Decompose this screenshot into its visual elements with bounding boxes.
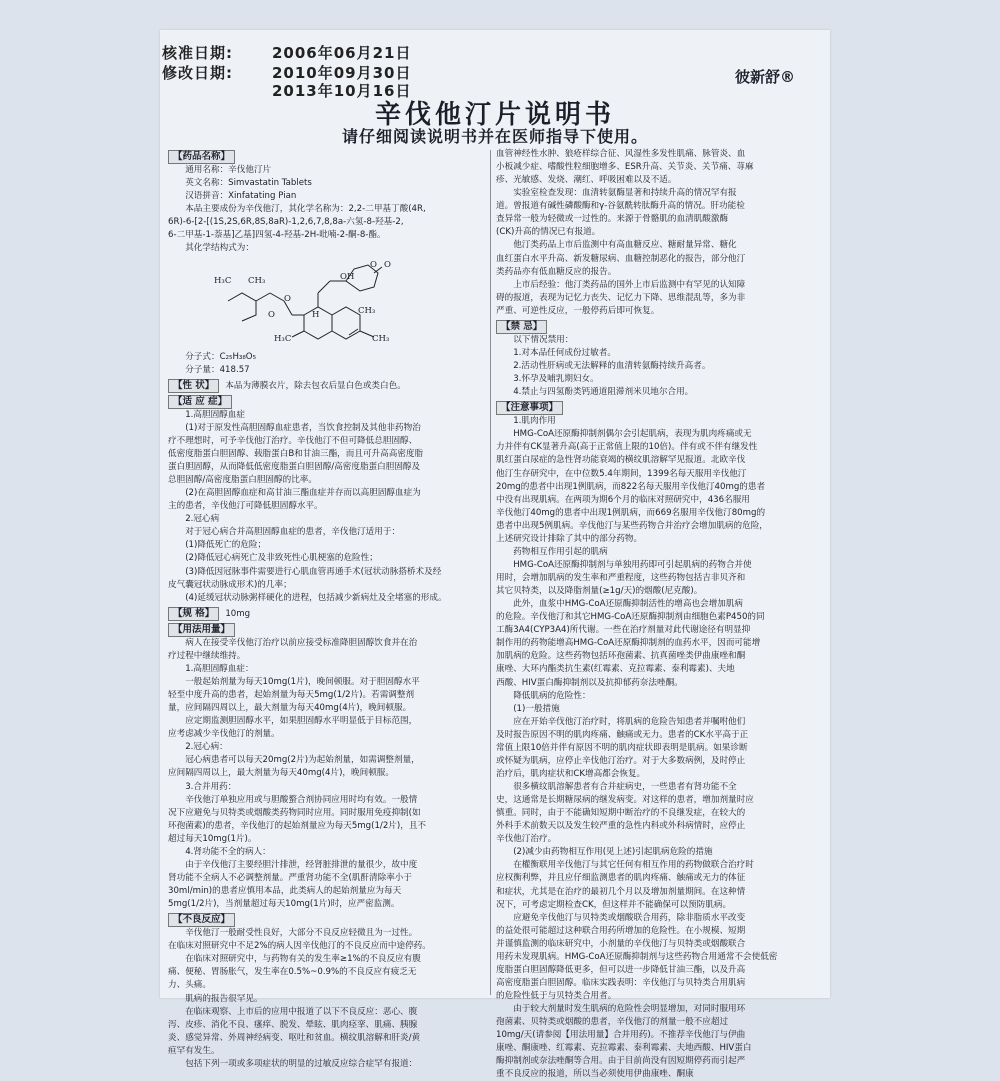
brand-name: 彼新舒®: [735, 68, 796, 86]
text-line: 对于冠心病合并高胆固醇血症的患者，辛伐他汀适用于：: [185, 527, 401, 538]
text-line: (3)降低因冠脉事件需要进行心肌血管再通手术(冠状动脉搭桥术及经: [185, 566, 442, 577]
text-line: 血红蛋白水平升高、新发糖尿病、血糖控制恶化的报告，部分他汀: [496, 253, 746, 264]
text-line: 泻、皮疹、消化不良、瘙痒、脱发、晕眩、肌肉痉挛、肌痛、胰腺: [168, 1019, 418, 1030]
text-line: 病人在接受辛伐他汀治疗以前应接受标准降胆固醇饮食并在治: [185, 637, 418, 648]
text-line: 肾功能不全病人不必调整剂量。严重肾功能不全(肌酐清除率小于: [168, 872, 412, 883]
text-line: 疗不理想时，可予辛伐他汀治疗。辛伐他汀不但可降低总胆固醇、: [168, 435, 418, 446]
text-line: 1.高胆固醇血症：: [185, 663, 254, 674]
text-line: 由于辛伐他汀主要经胆汁排泄，经肾脏排泄的量很少，故中度: [185, 859, 418, 870]
text-line: 辛伐他汀40mg的患者中出现1例肌病，而669名服用辛伐他汀80mg的: [496, 507, 766, 518]
text-line: 疗过程中继续维持。: [168, 650, 246, 661]
text-line: 一般起始剂量为每天10mg(1片)，晚间顿服。对于胆固醇水平: [185, 677, 420, 687]
text-line: 西酸、HIV蛋白酶抑制剂以及抗抑郁药奈法唑酮。: [496, 677, 683, 688]
text-line: 应考虑减少辛伐他汀的剂量。: [168, 729, 280, 740]
molecular-formula: 分子式：C₂₅H₃₈O₅: [185, 351, 257, 362]
text-line: 上述研究设计排除了其中的部分药物。: [496, 533, 643, 544]
right-column: [496, 148, 814, 1080]
text-line: 在權衡联用辛伐他汀与其它任何有相互作用的药物做联合治疗时: [513, 860, 754, 871]
text-line: 疹、光敏感、发烧、潮红、呼吸困难以及不适。: [496, 175, 677, 186]
text-line: 超过每天10mg(1片)。: [168, 833, 257, 844]
text-line: 在临床对照研究中不足2%的病人因辛伐他汀的不良反应而中途停药。: [168, 941, 431, 952]
text-line: 在临床观察、上市后的应用中报道了以下不良反应：恶心、腹: [185, 1006, 418, 1017]
document-subtitle: 请仔细阅读说明书并在医师指导下使用。: [341, 127, 648, 146]
text-line: 及时报告原因不明的肌肉疼痛、触痛或无力。患者的CK水平高于正: [496, 729, 749, 740]
text-line: 3.怀孕及哺乳期妇女。: [513, 374, 599, 385]
structure-label: CH₃: [358, 305, 376, 316]
revise-date-1: 2010年09月30日: [272, 64, 412, 82]
structure-label: OH: [340, 271, 355, 282]
text-line: 冠心病患者可以每天20mg(2片)为起始剂量，如需调整剂量，: [185, 755, 420, 766]
text-line: 10mg/天(请参阅【用法用量】合并用药)。不推荐辛伐他汀与伊曲: [496, 1030, 746, 1041]
text-line: 碍的报道，表现为记忆力丧失、记忆力下降、思维混乱等，多为非: [496, 292, 746, 303]
text-line: 他汀类药品上市后监测中有高血糖反应、糖耐量异常、糖化: [513, 240, 737, 251]
text-line: 康唑、酮康唑、红霉素、克拉霉素、泰利霉素、夫地西酸、HIV蛋白: [496, 1043, 752, 1054]
text-line: 低密度脂蛋白胆固醇、载脂蛋白B和甘油三酯，而且可升高高密度脂: [168, 448, 424, 459]
text-line: 况下应避免与贝特类或烟酸类药物同时应用。同时服用免疫抑制(如: [168, 807, 421, 818]
structure-label: O: [370, 259, 377, 270]
text-line: 查异常一般为轻微或一过性的。来源于骨骼肌的血清肌酸激酶: [496, 214, 729, 225]
text-line: 痛、便秘、胃肠胀气，发生率在0.5%~0.9%的不良反应有疲乏无: [168, 967, 417, 978]
text-line: 主的患者，辛伐他汀可降低胆固醇水平。: [168, 501, 323, 512]
text-line: 力、头痛。: [168, 980, 211, 991]
text-line: 本品主要成份为辛伐他汀，其化学名称为：2,2-二甲基丁酸(4R,: [185, 204, 426, 215]
text-line: 血管神经性水肿、狼疮样综合征、风湿性多发性肌痛、脉管炎、血: [496, 149, 746, 159]
text-line: 的危险性低于与贝特类合用者。: [496, 991, 617, 1001]
text-line: 他汀生存研究中，在中位数5.4年期间，1399名每天服用辛伐他汀: [496, 468, 747, 479]
section-heading-properties: 【性 状】 本品为薄膜衣片，除去包衣后显白色或类白色。: [168, 379, 486, 393]
text-line: 肌红蛋白尿症的急性肾功能衰竭的横纹肌溶解罕见报道。北欧辛伐: [496, 455, 746, 466]
text-line: 应定期监测胆固醇水平，如果胆固醇水平明显低于目标范围，: [185, 716, 418, 727]
text-line: (CK)升高的情况已有报道。: [496, 227, 601, 238]
text-line: 20mg的患者中出现1例肌病，而822名每天服用辛伐他汀40mg的患者: [496, 481, 766, 492]
text-line: 4.禁止与四氢酚类钙通道阻滞剂米贝地尔合用。: [513, 387, 694, 398]
leaflet-page: [160, 30, 830, 1080]
approve-date: 2006年06月21日: [272, 44, 412, 62]
text-line: 此外，血浆中HMG-CoA还原酶抑制活性的增高也会增加肌病: [513, 599, 744, 610]
section-heading-indications: 【适 应 症】: [168, 395, 486, 409]
text-line: 炎、感觉异常、外周神经病变、呕吐和贫血。横纹肌溶解和肝炎/黄: [168, 1032, 421, 1043]
text-line: 包括下列一项或多项症状的明显的过敏反应综合症罕有报道：: [185, 1058, 418, 1069]
text-line: 工酶3A4(CYP3A4)所代谢。一些在治疗剂量对此代谢途径有明显抑: [496, 625, 751, 636]
text-line: 中没有出现肌病。在两项为期6个月的临床对照研究中，436名服用: [496, 494, 750, 505]
text-line: 用药未发现肌病。HMG-CoA还原酶抑制剂与这些药物合用通常不会使低密: [496, 951, 778, 962]
text-line: 蛋白胆固醇，从而降低低密度脂蛋白胆固醇/高密度脂蛋白胆固醇及: [168, 462, 421, 472]
text-line: 以下情况禁用：: [513, 334, 574, 345]
approve-date-label: 核准日期:: [162, 44, 233, 62]
text-line: HMG-CoA还原酶抑制剂与单独用药即可引起肌病的药物合并使: [513, 559, 752, 570]
text-line: 康唑、大环内酯类抗生素(红霉素、克拉霉素、泰利霉素)、夫地: [496, 664, 735, 675]
approve-date-row: [162, 42, 412, 63]
text-line: 辛伐他汀单独应用或与胆酸螯合剂协同应用时均有效。一般情: [185, 794, 418, 805]
text-line: 5mg(1/2片)，当剂量超过每天10mg(1片)时，应严密监测。: [168, 899, 400, 910]
text-line: 道。曾报道有碱性磷酸酶和γ-谷氨酰转肽酶升高的情况。肝功能检: [496, 201, 745, 212]
text-line: 6-二甲基-1-萘基]乙基]四氢-4-羟基-2H-吡喃-2-酮-8-酯。: [168, 230, 386, 241]
column-divider: [490, 150, 491, 995]
text-line: 实验室检查发现：血清转氨酶显著和持续升高的情况罕有报: [513, 188, 737, 199]
text-line: 的危险。辛伐他汀和其它HMG-CoA还原酶抑制剂由细胞色素P450的同: [496, 612, 765, 623]
text-line: HMG-CoA还原酶抑制剂偶尔会引起肌病，表现为肌肉疼痛或无: [513, 429, 752, 440]
text-line: 史，这通常是长期糖尿病的继发病变。对这样的患者，增加剂量时应: [496, 795, 754, 806]
text-line: 况下，可考虑定期检查CK，但这样并不能确保可以预防肌病。: [496, 899, 732, 910]
text-line: (1)对于原发性高胆固醇血症患者，当饮食控制及其他非药物治: [185, 422, 421, 433]
text-line: 的益处很可能超过这种联合用药所增加的危险性。在小规模、短期: [496, 925, 746, 936]
text-line: 其化学结构式为：: [185, 243, 254, 254]
chemical-structure: [208, 257, 486, 349]
text-line: 总胆固醇/高密度脂蛋白胆固醇的比率。: [168, 475, 317, 486]
text-line: 1.高胆固醇血症: [185, 409, 245, 420]
text-line: 应避免辛伐他汀与贝特类或烟酸联合用药，除非脂质水平改变: [513, 912, 746, 923]
text-line: 严重、可逆性反应，一般停药后即可恢复。: [496, 305, 660, 316]
document-title: 辛伐他汀片说明书: [374, 100, 615, 130]
text-line: (2)降低冠心病死亡及非致死性心肌梗塞的危险性；: [185, 553, 378, 564]
text-line: 酶抑制剂或奈法唑酮等合用。由于目前尚没有因短期停药而引起严: [496, 1056, 746, 1067]
text-line: 在临床对照研究中，与药物有关的发生率≥1%的不良反应有腹: [185, 954, 421, 965]
structure-label: O: [384, 259, 391, 270]
text-line: 轻至中度升高的患者，起始剂量为每天5mg(1/2片)。若需调整剂: [168, 690, 415, 701]
cautions-text: [496, 415, 814, 1081]
structure-label: CH₃: [372, 333, 390, 344]
text-line: (1)一般措施: [513, 703, 560, 714]
text-line: 度脂蛋白胆固醇降低更多，但可以进一步降低甘油三酯，以及升高: [496, 964, 746, 975]
text-line: 药物相互作用引起的肌病: [513, 546, 608, 557]
adverse-text: [168, 927, 486, 1071]
text-line: 其它贝特类，以及降脂剂量(≥1g/天)的烟酸(尼克酸)。: [496, 586, 703, 597]
section-heading-cautions: 【注意事项】: [496, 401, 814, 415]
text-line: 通用名称：辛伐他汀片: [185, 165, 272, 176]
structure-label: CH₃: [248, 275, 266, 286]
dosage-text: [168, 637, 486, 911]
text-line: 汉语拼音：Xinfatating Pian: [185, 191, 297, 202]
section-heading-name: 【药品名称】: [168, 150, 486, 164]
text-line: 制作用的药物能增高HMG-CoA还原酶抑制剂的血药水平，因而可能增: [496, 638, 761, 649]
text-line: 6R)-6-[2-[(1S,2S,6R,8S,8aR)-1,2,6,7,8,8a-六氢-8-羟基-2,: [168, 217, 404, 228]
text-line: 患者中出现5例肌病。辛伐他汀与某些药物合并治疗会增加肌病的危险，: [496, 520, 768, 531]
structure-label: O: [268, 309, 275, 320]
text-line: 由于较大剂量时发生肌病的危险性会明显增加，对同时服用环: [513, 1004, 746, 1015]
structure-label: O: [284, 293, 291, 304]
text-line: 并谨慎监测的临床研究中，小剂量的辛伐他汀与贝特类或烟酸联合: [496, 938, 746, 949]
text-line: 治疗后，肌肉症状和CK增高都会恢复。: [496, 768, 646, 779]
structure-label: H₃C: [214, 275, 232, 286]
indications-text: [168, 409, 486, 605]
text-line: 或怀疑为肌病，应停止辛伐他汀治疗。对于大多数病例，及时停止: [496, 755, 746, 766]
text-line: 重不良反应的报道，所以当必须使用伊曲康唑、酮康: [496, 1069, 694, 1080]
text-line: 应权衡利弊，并且应仔细监测患者的肌肉疼痛、触痛或无力的体征: [496, 873, 746, 884]
text-line: 和症状，尤其是在治疗的最初几个月以及增加剂量期间。在这种情: [496, 886, 746, 897]
text-line: 4.肾功能不全的病人：: [185, 846, 271, 857]
text-line: 英文名称：Simvastatin Tablets: [185, 178, 312, 189]
left-column: [168, 148, 486, 1069]
spec-text: 10mg: [225, 608, 251, 619]
text-line: 降低肌病的危险性：: [513, 690, 591, 701]
text-line: 上市后经验：他汀类药品的国外上市后监测中有罕见的认知障: [513, 279, 746, 290]
text-line: 辛伐他汀一般耐受性良好，大部分不良反应轻微且为一过性。: [185, 928, 418, 939]
text-line: (1)降低死亡的危险；: [185, 540, 267, 551]
text-line: 2.活动性肝病或无法解释的血清转氨酶持续升高者。: [513, 361, 711, 371]
text-line: (2)在高胆固醇血症和高甘油三酯血症并存而以高胆固醇血症为: [185, 488, 421, 499]
adverse-text-continued: [496, 148, 814, 318]
section-heading-contraindications: 【禁 忌】: [496, 320, 814, 334]
text-line: 小板减少症、嗜酸性粒细胞增多、ESR升高、关节炎、关节痛、荨麻: [496, 162, 754, 173]
text-line: (2)减少由药物相互作用(见上述)引起肌病危险的措施: [513, 847, 713, 858]
text-line: 孢菌素、贝特类或烟酸的患者，辛伐他汀的剂量一般不应超过: [496, 1017, 729, 1028]
section-heading-dosage: 【用法用量】: [168, 623, 486, 637]
text-line: 力并伴有CK显著升高(高于正常值上限的10倍)。伴有或不伴有继发性: [496, 442, 758, 453]
contraindications-text: [496, 334, 814, 399]
text-line: (4)延缓冠状动脉粥样硬化的进程，包括减少新病灶及全堵塞的形成。: [185, 592, 447, 603]
text-line: 应间隔四周以上，最大剂量为每天40mg(4片)，晚间顿服。: [168, 768, 394, 779]
text-line: 量，应间隔四周以上，最大剂量为每天40mg(4片)，晚间顿服。: [168, 703, 412, 714]
revise-date-label: 修改日期:: [162, 64, 233, 82]
text-line: 皮气囊冠状动脉成形术)的几率；: [168, 579, 292, 590]
text-line: 2.冠心病: [185, 514, 220, 525]
name-and-composition-text: [168, 164, 486, 255]
text-line: 用时，会增加肌病的发生率和严重程度，这些药物包括吉非贝齐和: [496, 573, 746, 583]
text-line: 加肌病的危险。这些药物包括环孢菌素、抗真菌唑类伊曲康唑和酮: [496, 651, 746, 662]
section-heading-adverse: 【不良反应】: [168, 913, 486, 927]
molecular-weight: 分子量：418.57: [185, 364, 250, 375]
text-line: 辛伐他汀治疗。: [496, 834, 557, 845]
text-line: 类药品亦有低血糖反应的报告。: [496, 266, 617, 277]
text-line: 3.合并用药：: [185, 781, 237, 792]
structure-label: H: [312, 309, 320, 320]
text-line: 外科手术前数天以及发生较严重的急性内科或外科病情时，应停止: [496, 821, 746, 832]
text-line: 2.冠心病：: [185, 742, 228, 753]
text-line: 环孢菌素)的患者，辛伐他汀的起始剂量应为每天5mg(1/2片)，且不: [168, 820, 427, 831]
structure-label: H₃C: [274, 333, 292, 344]
text-line: 疸罕有发生。: [168, 1045, 220, 1056]
text-line: 很多横纹肌溶解患者有合并症病史，一些患者有肾功能不全: [513, 782, 737, 792]
text-line: 常值上限10倍并伴有原因不明的肌肉症状即表明是肌病。如果诊断: [496, 742, 748, 753]
properties-text: 本品为薄膜衣片，除去包衣后显白色或类白色。: [225, 380, 406, 391]
section-heading-spec: 【规 格】 10mg: [168, 607, 486, 621]
text-line: 高密度脂蛋白胆固醇。临床实践表明：辛伐他汀与贝特类合用肌病: [496, 977, 746, 988]
text-line: 肌病的报告很罕见。: [185, 993, 263, 1004]
revise-date-2: 2013年10月16日: [272, 82, 412, 100]
text-line: 慎重。同时，由于不能确知短期中断治疗的不良继发症，在较大的: [496, 808, 746, 819]
text-line: 30ml/min)的患者应慎用本品，此类病人的起始剂量应为每天: [168, 886, 402, 896]
text-line: 1.肌肉作用: [513, 416, 556, 427]
text-line: 1.对本品任何成份过敏者。: [513, 347, 616, 358]
text-line: 应在开始辛伐他汀治疗时，将肌病的危险告知患者并嘱咐他们: [513, 716, 746, 727]
